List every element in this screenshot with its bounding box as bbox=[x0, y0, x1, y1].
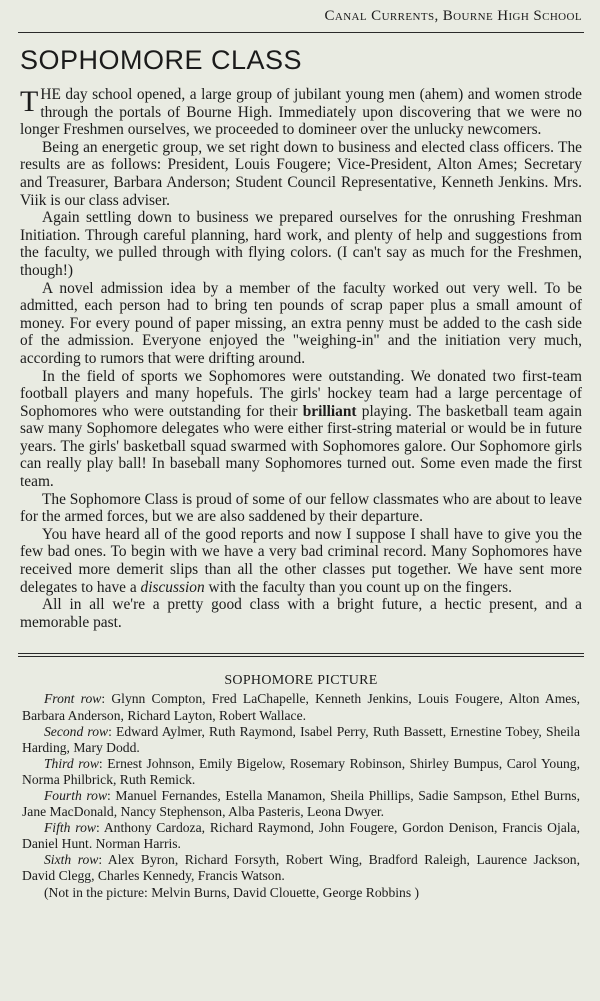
caption-row-label: Second row bbox=[44, 723, 109, 739]
caption-row-names: Alex Byron, Richard Forsyth, Robert Wing, Bradford Raleigh, Laurence Jackson, David Clegg, Charles Kennedy, Francis Watson. bbox=[22, 852, 580, 884]
caption-row: Third row: Ernest Johnson, Emily Bigelow, Rosemary Robinson, Shirley Bumpus, Carol Young, Norma Philbrick, Ruth Remick. bbox=[22, 755, 580, 787]
caption-row-label: Third row bbox=[44, 755, 99, 771]
paragraph-4: A novel admission idea by a member of the faculty worked out very well. To be admitted, each person had to bring ten pounds of scrap paper plus a small amount of money. For every pound of paper missing, an extra penny must be added to the cash side of the admission. Everyone enjoyed the "weighing-in" and the initiation very much, according to rumors that were drifting around. bbox=[20, 279, 582, 367]
paragraph-5 bbox=[20, 368, 582, 491]
caption-row-label: Sixth row bbox=[44, 852, 99, 868]
caption-row-names: Ernest Johnson, Emily Bigelow, Rosemary Robinson, Shirley Bumpus, Carol Young, Norma Philbrick, Ruth Remick. bbox=[22, 755, 580, 787]
caption-row: Second row: Edward Aylmer, Ruth Raymond, Isabel Perry, Ruth Bassett, Ernestine Tobey, Sheila Harding, Mary Dodd. bbox=[22, 723, 580, 755]
caption-row-names: Anthony Cardoza, Richard Raymond, John Fougere, Gordon Denison, Francis Ojala, Daniel Hunt. Norman Harris. bbox=[22, 820, 580, 852]
not-in-picture-note: (Not in the picture: Melvin Burns, David Clouette, George Robbins ) bbox=[44, 884, 420, 900]
paragraph-5-text-b: playing. The basketball team again saw many Sophomore delegates who were either first-string material or would be in future years. The girls' basketball squad swarmed with Sophomores galore. Our Sophomore girls can really play ball! In baseball many Sophomores turned out. Some even made the first team. bbox=[20, 402, 582, 491]
page-title: SOPHOMORE CLASS bbox=[20, 45, 303, 75]
section-divider bbox=[18, 653, 584, 657]
picture-caption bbox=[22, 691, 580, 900]
paragraph-5-text-a: In the field of sports we Sophomores were outstanding. We donated two first-team football players and many hopefuls. The girls' hockey team had a large percentage of Sophomores who were outstanding for their bbox=[20, 367, 582, 420]
paragraph-2: Being an energetic group, we set right down to business and elected class officers. The results are as follows: President, Louis Fougere; Vice-President, Alton Ames; Secretary and Treasurer, Barbara Anderson; Student Council Representative, Kenneth Jenkins. Mrs. Viik is our class adviser. bbox=[20, 138, 582, 209]
paragraph-3: Again settling down to business we prepared ourselves for the onrushing Freshman Initiation. Through careful planning, hard work, and plenty of help and suggestions from the faculty, we pulled through with flying colors. (I can't say as much for the Freshmen, though!) bbox=[20, 209, 582, 279]
paragraph-7-text-a: You have heard all of the good reports and now I suppose I shall have to give you the few bad ones. To begin with we have a very bad criminal record. Many Sophomores have received more demerit slips than all the other classes put together. We have sent more delegates to have a bbox=[20, 525, 582, 596]
caption-row-label: Fifth row bbox=[44, 820, 96, 836]
paragraph-6: The Sophomore Class is proud of some of our fellow classmates who are about to leave for the armed forces, but we are also saddened by their departure. bbox=[20, 490, 582, 526]
paragraph-8: All in all we're a pretty good class with a bright future, a hectic present, and a memorable past. bbox=[20, 596, 582, 631]
caption-row-label: Fourth row bbox=[44, 787, 108, 803]
caption-row-label: Front row bbox=[44, 691, 102, 707]
caption-row-names: Edward Aylmer, Ruth Raymond, Isabel Perry, Ruth Bassett, Ernestine Tobey, Sheila Harding, Mary Dodd. bbox=[22, 723, 580, 755]
article-body bbox=[20, 86, 582, 631]
caption-row: Fourth row: Manuel Fernandes, Estella Manamon, Sheila Phillips, Sadie Sampson, Ethel Burns, Jane MacDonald, Nancy Stephenson, Alba Pasteris, Leona Dwyer. bbox=[22, 787, 580, 820]
caption-row-names: Manuel Fernandes, Estella Manamon, Sheila Phillips, Sadie Sampson, Ethel Burns, Jane MacDonald, Nancy Stephenson, Alba Pasteris, Leona Dwyer. bbox=[22, 787, 580, 820]
caption-row: Fifth row: Anthony Cardoza, Richard Raymond, John Fougere, Gordon Denison, Francis Ojala, Daniel Hunt. Norman Harris. bbox=[22, 820, 580, 852]
caption-row-names: Glynn Compton, Fred LaChapelle, Kenneth Jenkins, Louis Fougere, Alton Ames, Barbara Anderson, Richard Layton, Robert Wallace. bbox=[22, 691, 580, 723]
paragraph-1 bbox=[20, 86, 582, 139]
paragraph-1-text: HE day school opened, a large group of jubilant young men (ahem) and women strode through the portals of Bourne High. Immediately upon discovering that we were no longer Freshmen ourselves, we proceeded to domineer over the unlucky newcomers. bbox=[20, 86, 582, 139]
paragraph-5-bold: brilliant bbox=[302, 402, 357, 420]
header-rule bbox=[18, 32, 584, 33]
paragraph-7-text-b: with the faculty than you count up on the fingers. bbox=[204, 578, 512, 596]
drop-cap: T bbox=[20, 85, 39, 118]
paragraph-7-italic: discussion bbox=[140, 578, 205, 596]
caption-row: Front row: Glynn Compton, Fred LaChapelle, Kenneth Jenkins, Louis Fougere, Alton Ames, Barbara Anderson, Richard Layton, Robert Wallace. bbox=[22, 691, 580, 723]
paragraph-7 bbox=[20, 526, 582, 596]
picture-caption-heading: SOPHOMORE PICTURE bbox=[224, 673, 378, 689]
caption-row: Sixth row: Alex Byron, Richard Forsyth, Robert Wing, Bradford Raleigh, Laurence Jackson, David Clegg, Charles Kennedy, Francis Watson. bbox=[22, 852, 580, 884]
running-head: Canal Currents, Bourne High School bbox=[324, 8, 582, 24]
